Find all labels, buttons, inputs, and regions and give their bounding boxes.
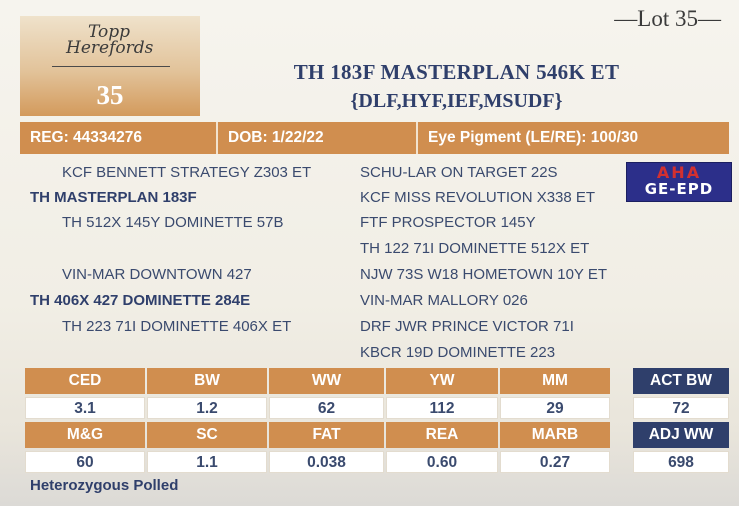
pedigree-sire-sire-dam: KCF MISS REVOLUTION X338 ET <box>360 189 596 206</box>
badge-top-text: AHA <box>656 163 702 182</box>
epd-value-mm: 29 <box>500 397 610 419</box>
info-bar <box>20 122 729 154</box>
epd-value-yw: 112 <box>386 397 498 419</box>
logo-underline <box>52 66 170 67</box>
pedigree-dam-sire-sire: NJW 73S W18 HOMETOWN 10Y ET <box>360 266 607 283</box>
epd-header-yw: YW <box>386 368 498 394</box>
pedigree-sire-sire-sire: SCHU-LAR ON TARGET 22S <box>360 164 558 181</box>
lot-label: —Lot 35— <box>614 6 721 31</box>
epd-value-ww: 62 <box>269 397 384 419</box>
epd-header-mm: MM <box>500 368 610 394</box>
pedigree-dam-sire-dam: VIN-MAR MALLORY 026 <box>360 292 528 309</box>
pedigree-sire-dam-sire: FTF PROSPECTOR 145Y <box>360 214 536 231</box>
epd-header-fat: FAT <box>269 422 384 448</box>
aha-ge-epd-badge <box>626 162 732 202</box>
actual-bw-label: ACT BW <box>633 368 729 394</box>
pedigree-sire-sire: KCF BENNETT STRATEGY Z303 ET <box>62 164 312 181</box>
date-of-birth: DOB: 1/22/22 <box>218 122 418 154</box>
pedigree-dam-sire: VIN-MAR DOWNTOWN 427 <box>62 266 252 283</box>
adjusted-ww-value: 698 <box>633 451 729 473</box>
epd-value-fat: 0.038 <box>269 451 384 473</box>
polled-status: Heterozygous Polled <box>30 477 179 494</box>
epd-header-mg: M&G <box>25 422 145 448</box>
lot-number: 35 <box>96 80 124 110</box>
pedigree-sire-dam-dam: TH 122 71I DOMINETTE 512X ET <box>360 240 590 257</box>
pedigree-sire-dam: TH 512X 145Y DOMINETTE 57B <box>62 214 284 231</box>
actual-bw-value: 72 <box>633 397 729 419</box>
logo-line-1: Topp <box>88 22 131 42</box>
epd-value-bw: 1.2 <box>147 397 267 419</box>
epd-header-ww: WW <box>269 368 384 394</box>
eye-pigment: Eye Pigment (LE/RE): 100/30 <box>428 129 639 146</box>
epd-header-sc: SC <box>147 422 267 448</box>
epd-value-mg: 60 <box>25 451 145 473</box>
pedigree-sire: TH MASTERPLAN 183F <box>30 189 197 206</box>
adjusted-ww-label: ADJ WW <box>633 422 729 448</box>
epd-header-ced: CED <box>25 368 145 394</box>
epd-value-ced: 3.1 <box>25 397 145 419</box>
pedigree-dam-dam: TH 223 71I DOMINETTE 406X ET <box>62 318 292 335</box>
animal-name: TH 183F MASTERPLAN 546K ET <box>293 60 620 84</box>
epd-header-marb: MARB <box>500 422 610 448</box>
epd-header-rea: REA <box>386 422 498 448</box>
epd-value-rea: 0.60 <box>386 451 498 473</box>
epd-header-bw: BW <box>147 368 267 394</box>
epd-value-marb: 0.27 <box>500 451 610 473</box>
logo-panel <box>20 16 200 116</box>
registration-number: REG: 44334276 <box>20 122 218 154</box>
pedigree-dam-dam-sire: DRF JWR PRINCE VICTOR 71I <box>360 318 574 335</box>
badge-bottom-text: GE-EPD <box>644 180 714 198</box>
logo-line-2: Herefords <box>66 38 154 58</box>
genetic-designations: {DLF,HYF,IEF,MSUDF} <box>350 90 563 112</box>
pedigree-dam: TH 406X 427 DOMINETTE 284E <box>30 292 251 309</box>
epd-value-sc: 1.1 <box>147 451 267 473</box>
pedigree-dam-dam-dam: KBCR 19D DOMINETTE 223 <box>360 344 556 361</box>
